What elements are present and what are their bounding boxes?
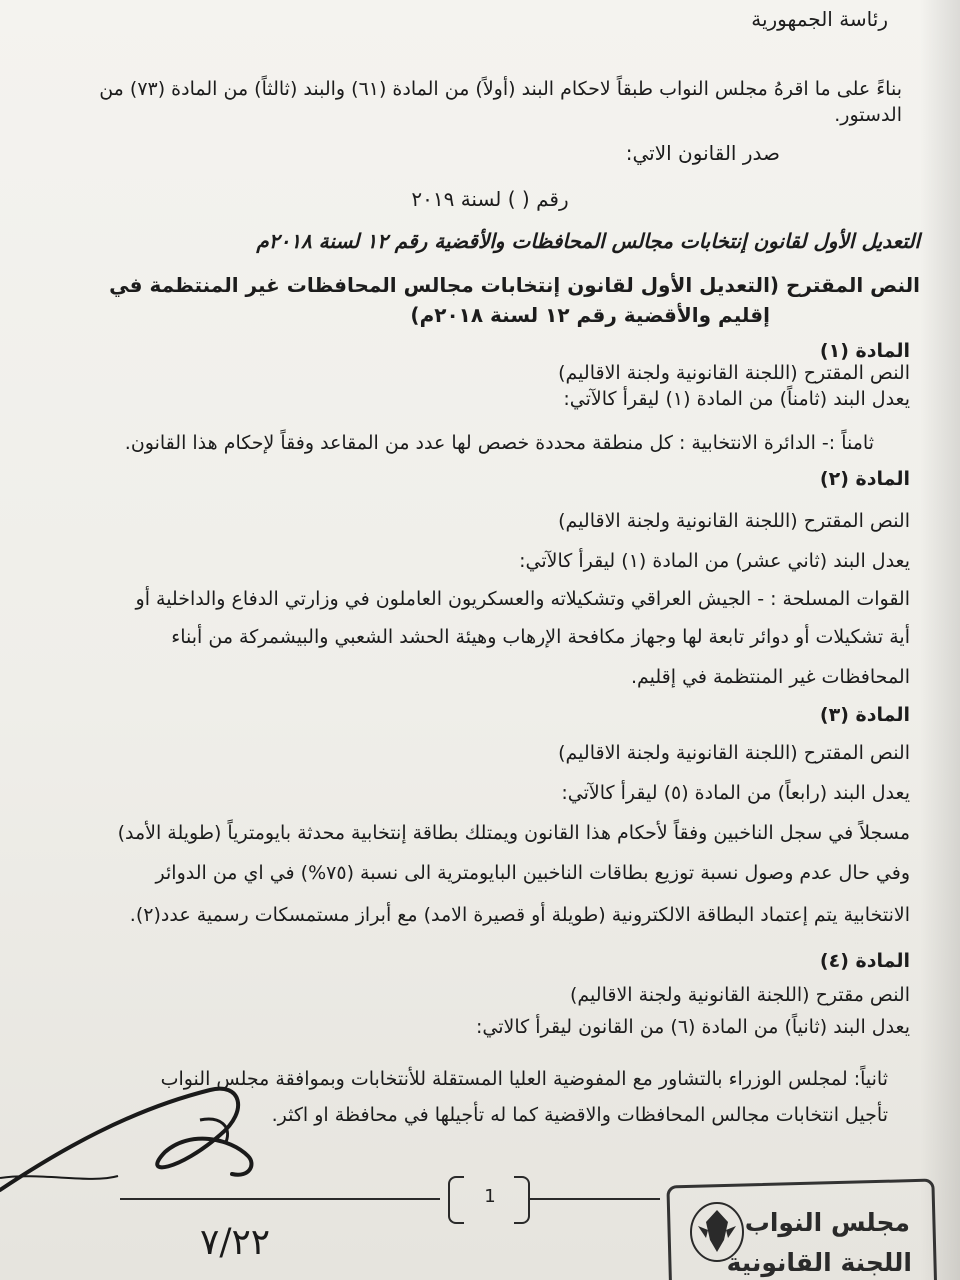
law-title: التعديل الأول لقانون إنتخابات مجالس المحافظات والأقضية رقم ١٢ لسنة ٢٠١٨م	[256, 229, 920, 253]
article-2-body-line: القوات المسلحة : - الجيش العراقي وتشكيلاته والعسكريون العاملون في وزارتي الدفاع والداخلية أو	[135, 588, 910, 610]
article-1-body-line: ثامناً :- الدائرة الانتخابية : كل منطقة محددة خصص لها عدد من المقاعد وفقاً لإحكام هذا القانون.	[124, 432, 874, 454]
issued-line: صدر القانون الاتي:	[625, 141, 780, 165]
preamble-line-2: الدستور.	[834, 104, 902, 126]
stamp-line-1: مجلس النواب	[744, 1208, 910, 1237]
page-number: 1	[484, 1186, 496, 1207]
article-4-heading: المادة (٤)	[819, 950, 910, 972]
article-3-body-line: الانتخابية يتم إعتماد البطاقة الالكترونية (طويلة أو قصيرة الامد) مع أبراز مستمسكات رسمية عدد(٢).	[129, 904, 910, 926]
article-2-body-line: المحافظات غير المنتظمة في إقليم.	[630, 666, 910, 688]
article-1-proposal: النص المقترح (اللجنة القانونية ولجنة الاقاليم)	[558, 362, 910, 384]
handwritten-note: ٧/٢٢	[200, 1222, 271, 1263]
article-3-amend: يعدل البند (رابعاً) من المادة (٥) ليقرأ كالآتي:	[561, 782, 910, 804]
article-2-body-line: أية تشكيلات أو دوائر تابعة لها وجهاز مكافحة الإرهاب وهيئة الحشد الشعبي والبيشمركة من أبناء	[171, 626, 910, 648]
article-1-heading: المادة (١)	[819, 340, 910, 362]
page-bracket-left	[448, 1176, 464, 1224]
proposed-title-line-1: النص المقترح (التعديل الأول لقانون إنتخابات مجالس المحافظات غير المنتظمة في	[109, 273, 920, 297]
article-4-body-line: ثانياً: لمجلس الوزراء بالتشاور مع المفوضية العليا المستقلة للأنتخابات وبموافقة مجلس النواب	[160, 1068, 888, 1090]
proposed-title-line-2: إقليم والأقضية رقم ١٢ لسنة ٢٠١٨م)	[410, 303, 770, 327]
law-number: رقم ( ) لسنة ٢٠١٩	[411, 187, 569, 211]
article-4-amend: يعدل البند (ثانياً) من المادة (٦) من القانون ليقرأ كالاتي:	[475, 1016, 910, 1038]
presidency-header: رئاسة الجمهورية	[751, 7, 888, 31]
article-1-amend: يعدل البند (ثامناً) من المادة (١) ليقرأ كالآتي:	[563, 388, 910, 410]
article-3-body-line: وفي حال عدم وصول نسبة توزيع بطاقات الناخبين البايومترية الى نسبة (٧٥%) في اي من الدوائر	[155, 862, 910, 884]
article-3-body-line: مسجلاً في سجل الناخبين وفقاً لأحكام هذا القانون ويمتلك بطاقة إنتخابية محدثة بايومترياً (طويلة الأمد)	[117, 822, 910, 844]
article-4-body-line: تأجيل انتخابات مجالس المحافظات والاقضية كما له تأجيلها في محافظة او اكثر.	[271, 1104, 888, 1126]
page-shadow	[920, 0, 960, 1280]
article-2-proposal: النص المقترح (اللجنة القانونية ولجنة الاقاليم)	[558, 510, 910, 532]
footer-rule-right	[530, 1198, 660, 1200]
page-bracket-right	[514, 1176, 530, 1224]
article-2-amend: يعدل البند (ثاني عشر) من المادة (١) ليقرأ كالآتي:	[519, 550, 910, 572]
signature-scribble	[0, 1060, 300, 1210]
article-3-proposal: النص المقترح (اللجنة القانونية ولجنة الاقاليم)	[558, 742, 910, 764]
stamp-line-2: اللجنة القانونية	[726, 1248, 912, 1277]
preamble-line-1: بناءً على ما اقرهُ مجلس النواب طبقاً لاحكام البند (أولاً) من المادة (٦١) والبند (ثالثاً) من المادة (٧٣) من	[99, 78, 902, 100]
article-3-heading: المادة (٣)	[819, 704, 910, 726]
article-4-proposal: النص مقترح (اللجنة القانونية ولجنة الاقاليم)	[570, 984, 910, 1006]
article-2-heading: المادة (٢)	[819, 468, 910, 490]
